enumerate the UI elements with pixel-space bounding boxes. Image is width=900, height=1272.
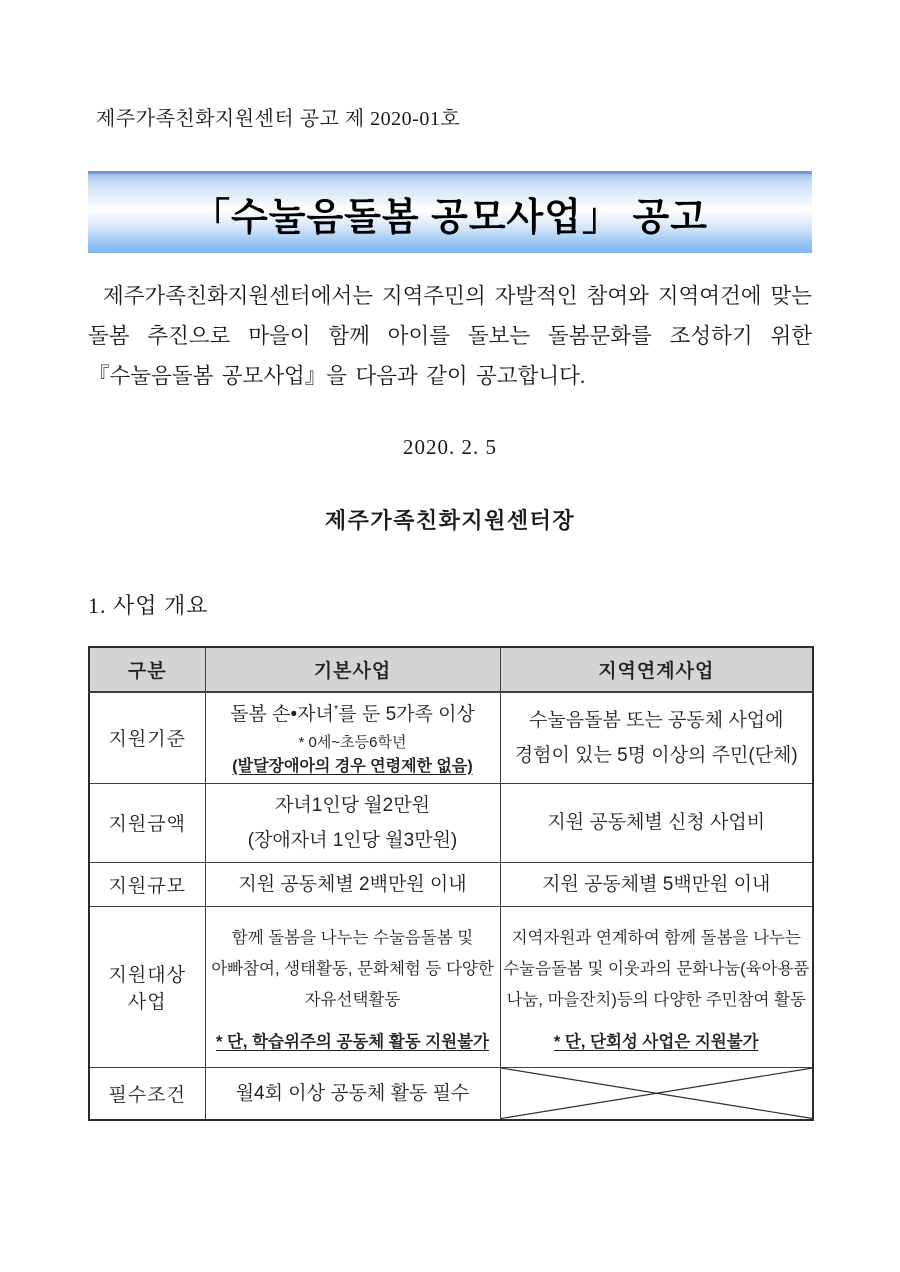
announcement-date: 2020. 2. 5 — [403, 434, 497, 459]
program-overview-table — [88, 646, 814, 1121]
table-row — [89, 1068, 813, 1120]
row-label: 지원대상 사업 — [89, 907, 205, 1068]
header-basic-program: 기본사업 — [205, 647, 500, 692]
intro-paragraph: 제주가족친화지원센터에서는 지역주민의 자발적인 참여와 지역여건에 맞는 돌봄 추진으로 마을이 함께 아이를 돌보는 돌봄문화를 조성하기 위한 『수눌음돌봄 공모사업』을 다음과 같이 공고합니다. — [88, 284, 812, 388]
basic-target-restriction: * 단, 학습위주의 공동체 활동 지원불가 — [215, 1032, 489, 1051]
page-title: 「수눌음돌봄 공모사업」 공고 — [192, 197, 708, 239]
table-row — [89, 907, 813, 1068]
header-community-program: 지역연계사업 — [500, 647, 813, 692]
header-category: 구분 — [89, 647, 205, 692]
criteria-exception-note: (발달장애아의 경우 연령제한 없음) — [232, 757, 473, 775]
table-row — [89, 692, 813, 783]
row-label: 필수조건 — [89, 1068, 205, 1120]
row-label: 지원규모 — [89, 862, 205, 906]
basic-target-cell — [205, 907, 500, 1068]
linked-scale-cell: 지원 공동체별 5백만원 이내 — [500, 862, 813, 906]
basic-target-description: 함께 돌봄을 나누는 수눌음돌봄 및 아빠참여, 생태활동, 문화체험 등 다양한 자유선택활동 — [211, 928, 494, 1010]
criteria-age-note: * 0세~초등6학년 — [298, 734, 407, 752]
section-heading: 1. 사업 개요 — [88, 592, 209, 618]
linked-target-description: 지역자원과 연계하여 함께 돌봄을 나누는 수눌음돌봄 및 이웃과의 문화나눔(육아용품 나눔, 마을잔치)등의 다양한 주민참여 활동 — [503, 928, 810, 1010]
table-row — [89, 862, 813, 906]
linked-amount-cell: 지원 공동체별 신청 사업비 — [500, 783, 813, 862]
basic-requirement-cell: 월4회 이상 공동체 활동 필수 — [205, 1068, 500, 1120]
basic-scale-cell: 지원 공동체별 2백만원 이내 — [205, 862, 500, 906]
not-applicable-cell — [500, 1068, 813, 1120]
basic-criteria-cell — [205, 692, 500, 783]
amount-line-2: (장애자녀 1인당 월3만원) — [247, 829, 458, 851]
amount-line-1: 자녀1인당 월2만원 — [275, 794, 430, 816]
linked-criteria-cell: 수눌음돌봄 또는 공동체 사업에 경험이 있는 5명 이상의 주민(단체) — [500, 692, 813, 783]
announcement-ref-number: 제주가족친화지원센터 공고 제 2020-01호 — [96, 108, 461, 130]
title-banner — [88, 171, 812, 253]
table-header-row — [89, 647, 813, 692]
x-mark-icon — [501, 1068, 813, 1119]
row-label: 지원금액 — [89, 783, 205, 862]
linked-target-restriction: * 단, 단회성 사업은 지원불가 — [553, 1032, 759, 1051]
row-label: 지원기준 — [89, 692, 205, 783]
table-row — [89, 783, 813, 862]
criteria-main-line: 돌봄 손•자녀*를 둔 5가족 이상 — [230, 703, 475, 725]
linked-target-cell — [500, 907, 813, 1068]
footnote-asterisk: * — [333, 703, 339, 716]
basic-amount-cell — [205, 783, 500, 862]
signer-title: 제주가족친화지원센터장 — [324, 507, 576, 533]
